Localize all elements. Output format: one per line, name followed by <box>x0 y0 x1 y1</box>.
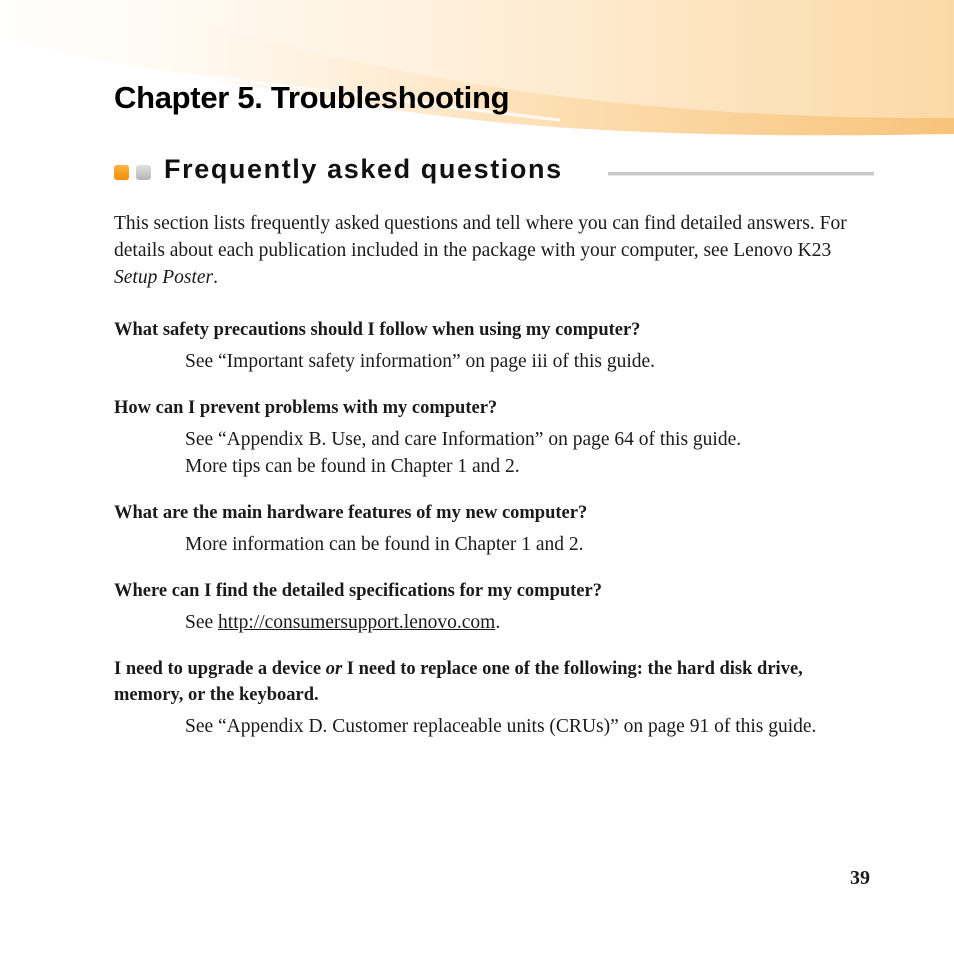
faq-item <box>114 317 874 375</box>
faq-answer <box>185 348 874 375</box>
faq-item <box>114 656 874 740</box>
faq-question: What safety precautions should I follow when using my computer? <box>114 320 641 340</box>
intro-end: . <box>213 267 218 288</box>
faq-item <box>114 578 874 636</box>
faq-answer-text: More tips can be found in Chapter 1 and 2. <box>185 456 520 477</box>
faq-question <box>114 656 874 708</box>
page-number: 39 <box>850 867 870 889</box>
intro-paragraph <box>114 210 874 291</box>
header-banner-graphic <box>0 0 954 140</box>
orange-square-bullet-icon <box>114 165 129 180</box>
faq-answer-text <box>185 609 874 636</box>
faq-answer <box>185 426 874 480</box>
faq-question-part: I need to upgrade a device <box>114 659 326 679</box>
faq-question: What are the main hardware features of my new computer? <box>114 503 588 523</box>
faq-answer-text: See “Appendix D. Customer replaceable units (CRUs)” on page 91 of this guide. <box>185 716 817 737</box>
faq-answer-text: See “Important safety information” on page iii of this guide. <box>185 351 656 372</box>
chapter-title: Chapter 5. Troubleshooting <box>114 80 510 115</box>
faq-question-italic: or <box>325 659 343 679</box>
faq-answer-suffix: . <box>495 612 501 633</box>
faq-answer <box>185 609 874 636</box>
faq-answer-text: See “Appendix B. Use, and care Information” on page 64 of this guide. <box>185 429 742 450</box>
faq-question: How can I prevent problems with my computer? <box>114 398 498 418</box>
section-title: Frequently asked questions <box>164 154 563 184</box>
intro-text: This section lists frequently asked questions and tell where you can find detailed answers. For details about each publication included in the package with your computer, see Lenovo K23 <box>114 213 847 261</box>
faq-question: Where can I find the detailed specifications for my computer? <box>114 581 602 601</box>
section-heading <box>114 152 874 194</box>
gray-square-bullet-icon <box>136 165 151 180</box>
faq-answer-prefix: See <box>185 612 219 633</box>
faq-answer-text: More information can be found in Chapter 1 and 2. <box>185 534 584 555</box>
faq-answer <box>185 713 874 740</box>
support-link[interactable]: http://consumersupport.lenovo.com <box>218 612 496 633</box>
faq-content <box>114 210 874 760</box>
section-divider <box>608 172 874 176</box>
intro-italic-title: Setup Poster <box>114 267 214 288</box>
faq-item <box>114 395 874 480</box>
faq-question-part: I need to replace one of the following: the hard disk drive, memory, or the keyboard. <box>114 659 803 705</box>
faq-answer <box>185 531 874 558</box>
faq-item <box>114 500 874 558</box>
